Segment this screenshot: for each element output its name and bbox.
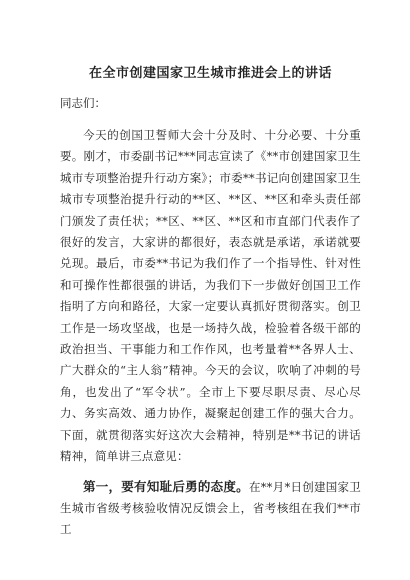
body-paragraph-2 [60,476,361,541]
section-heading-1: 第一，要有知耻后勇的态度。 [83,478,249,494]
body-paragraph-1: 今天的创国卫誓师大会十分及时、十分必要、十分重要。刚才，市委副书记***同志宣读了《**市创建国家卫生城市专项整治提升行动方案》；市委**书记向创建国家卫生城市专项整治提升行动的**区、**区、**区和牵头责任部门颁发了责任状；**区、**区、**区和市直部门代表作了很好的发言，大家讲的都很好，表态就是承诺，承诺就要兑现。最后，市委**书记为我们作了一个指导性、针对性和可操作性都很强的讲话，为我们下一步做好创国卫工作指明了方向和路径，大家一定要认真抓好贯彻落实。创卫工作是一场攻坚战，也是一场持久战，检验着各级干部的政治担当、干事能力和工作作风，也考量着**各界人士、广大群众的“主人翁”精神。今天的会议，吹响了冲刺的号角，也发出了“军令状”。全市上下要尽职尽责、尽心尽力、务实高效、通力协作，凝聚起创建工作的强大合力。下面，就贯彻落实好这次大会精神，特别是**书记的讲话精神，简单讲三点意见： [60,128,361,464]
document-title: 在全市创建国家卫生城市推进会上的讲话 [88,66,332,81]
section-body-1: 在**月*日创建国家卫生城市省级考核验收情况反馈会上，省考核组在我们**市工 [60,479,361,537]
greeting: 同志们： [60,96,106,110]
